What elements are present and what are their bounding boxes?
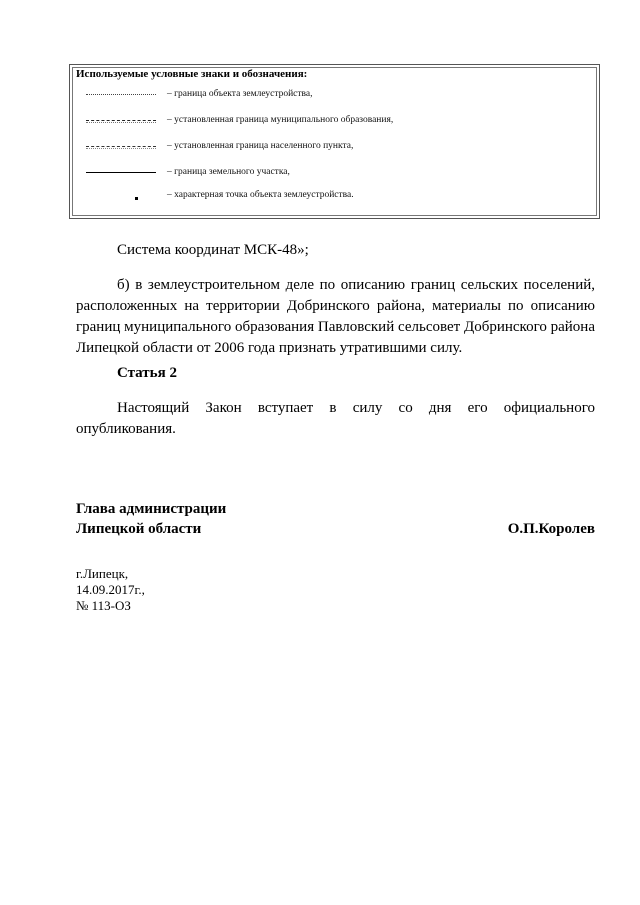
footer-city: г.Липецк, xyxy=(76,566,129,581)
signatory-name: О.П.Королев xyxy=(507,521,595,537)
legend-label: – установленная граница муниципального образования, xyxy=(167,115,394,125)
coord-system-line: Система координат МСК-48»; xyxy=(117,242,309,258)
dash-dot-line-symbol xyxy=(86,120,156,123)
legend-label: – характерная точка объекта землеустройства. xyxy=(167,190,354,200)
paragraph-b: б) в землеустроительном деле по описанию границ сельских поселений, расположенных на территории Добринского района, материалы по описанию границ муниципального образования Павловский сельсовет Добринского района Липецкой области от 2006 года признать утратившими силу. xyxy=(76,277,595,356)
legend-label: – граница земельного участка, xyxy=(167,167,290,177)
legend-label: – граница объекта землеустройства, xyxy=(167,89,313,99)
solid-line-symbol xyxy=(86,172,156,173)
legend-row-land-plot-boundary xyxy=(70,165,599,179)
dot-icon xyxy=(135,197,138,200)
legend-label: – установленная граница населенного пункта, xyxy=(167,141,354,151)
legend-title: Используемые условные знаки и обозначения: xyxy=(76,68,308,80)
legend-row-settlement-boundary xyxy=(70,139,599,153)
article-heading: Статья 2 xyxy=(117,365,177,381)
article-text: Настоящий Закон вступает в силу со дня его официального опубликования. xyxy=(76,400,595,437)
dash-dot-line-symbol xyxy=(86,146,156,149)
dotted-line-symbol xyxy=(86,94,156,95)
legend-row-municipal-boundary xyxy=(70,113,599,127)
signature-title-line2: Липецкой области xyxy=(76,521,202,537)
footer-date: 14.09.2017г., xyxy=(76,582,145,597)
legend-box xyxy=(69,64,600,219)
signature-title-line1: Глава администрации xyxy=(76,501,227,517)
legend-row-characteristic-point xyxy=(70,188,599,202)
legend-row-object-boundary xyxy=(70,87,599,101)
footer-number: № 113-ОЗ xyxy=(76,598,131,613)
